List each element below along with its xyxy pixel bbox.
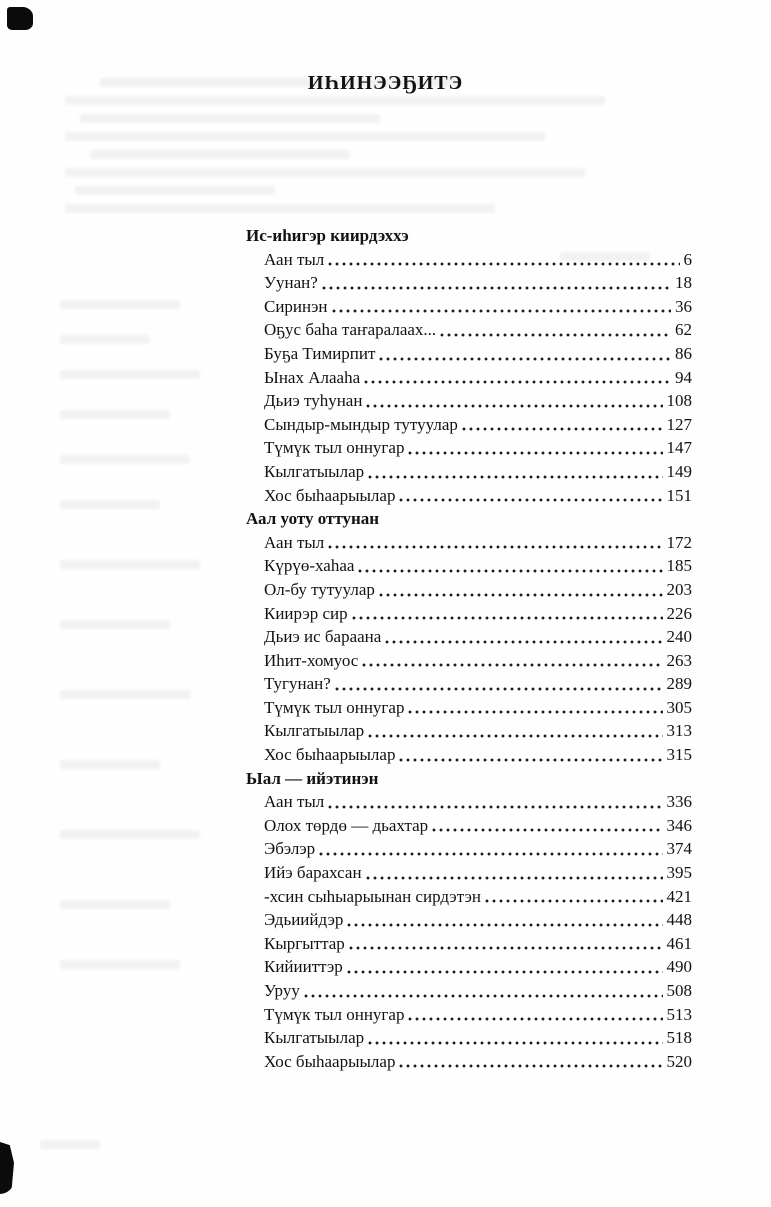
dot-leader	[462, 418, 663, 432]
bleed-through-artifact	[60, 560, 200, 569]
bleed-through-artifact	[65, 132, 545, 141]
toc-entry-page: 490	[666, 957, 692, 977]
toc-entry-label: Түмүк тыл оннугар	[264, 1004, 405, 1024]
bleed-through-artifact	[65, 204, 495, 213]
bleed-through-artifact	[40, 1140, 100, 1149]
toc-entry	[246, 743, 692, 767]
bleed-through-artifact	[60, 620, 170, 629]
dot-leader	[385, 631, 662, 645]
dot-leader	[322, 277, 671, 291]
dot-leader	[347, 914, 662, 928]
toc-list	[246, 224, 692, 1073]
toc-entry-label: Дьиэ туһунан	[264, 391, 363, 411]
toc-entry-page: 461	[666, 933, 692, 953]
toc-entry-page: 108	[666, 391, 692, 411]
toc-entry-page: 147	[666, 438, 692, 458]
toc-entry	[246, 248, 692, 272]
dot-leader	[366, 867, 663, 881]
toc-entry-label: Оҕус баһа таҥаралаах...	[264, 320, 437, 340]
toc-entry-page: 305	[666, 697, 692, 717]
toc-entry	[246, 271, 692, 295]
bleed-through-artifact	[60, 960, 180, 969]
dot-leader	[328, 253, 679, 267]
toc-entry-page: 518	[666, 1028, 692, 1048]
toc-entry	[246, 837, 692, 861]
dot-leader	[349, 937, 663, 951]
toc-entry-page: 508	[666, 981, 692, 1000]
bleed-through-artifact	[60, 370, 200, 379]
toc-entry-label: Кылгатыылар	[264, 1028, 365, 1048]
toc-entry-page: 127	[666, 414, 692, 434]
dot-leader	[408, 701, 662, 715]
toc-entry	[246, 649, 692, 673]
toc-entry-label: Ийэ барахсан	[264, 863, 362, 883]
scan-artifact-top-left	[7, 7, 33, 30]
dot-leader	[358, 560, 662, 574]
toc-entry-label: Киирэр сир	[264, 603, 348, 623]
toc-entry-label: Эбэлэр	[264, 839, 316, 859]
bleed-through-artifact	[60, 690, 190, 699]
toc-entry-page: 263	[666, 650, 692, 670]
toc-entry-label: Аан тыл	[264, 792, 325, 812]
dot-leader	[399, 749, 662, 763]
toc-entry-page: 395	[666, 863, 692, 883]
toc-entry	[246, 885, 692, 909]
toc-entry	[246, 1050, 692, 1074]
toc-entry	[246, 389, 692, 413]
toc-entry-page: 346	[666, 815, 692, 835]
toc-entry	[246, 1026, 692, 1050]
toc-entry-page: 62	[675, 320, 692, 340]
bleed-through-artifact	[60, 300, 180, 309]
dot-leader	[335, 678, 663, 692]
toc-entry-page: 374	[666, 839, 692, 859]
dot-leader	[368, 466, 662, 480]
dot-leader	[379, 584, 663, 598]
dot-leader	[408, 1008, 662, 1022]
toc-entry-page: 513	[666, 1004, 692, 1024]
toc-entry-label: Күрүө-хаһаа	[264, 556, 355, 576]
dot-leader	[366, 395, 662, 409]
toc-entry-label: Хос быһаарыылар	[264, 485, 396, 505]
dot-leader	[399, 1055, 662, 1069]
toc-entry-page: 520	[666, 1051, 692, 1071]
dot-leader	[432, 819, 662, 833]
toc-entry	[246, 861, 692, 885]
toc-entry	[246, 531, 692, 555]
toc-entry-page: 36	[675, 296, 692, 316]
toc-entry	[246, 719, 692, 743]
dot-leader	[485, 890, 663, 904]
toc-entry-label: Эдьиийдэр	[264, 910, 344, 930]
toc-entry-page: 172	[666, 532, 692, 552]
toc-entry-page: 18	[675, 273, 692, 293]
toc-entry-label: Сындыр-мындыр тутуулар	[264, 414, 458, 434]
toc-section-heading: Ис-иһигэр киирдэххэ	[246, 226, 409, 245]
toc-entry	[246, 413, 692, 437]
toc-entry-page: 94	[675, 367, 692, 387]
page-title: ИҺИНЭЭҔИТЭ	[307, 72, 464, 94]
toc-entry-label: Кыргыттар	[264, 933, 345, 953]
toc-entry-label: Ынах Алааһа	[264, 367, 361, 387]
toc-entry	[246, 955, 692, 979]
toc-entry-label: Аан тыл	[264, 249, 325, 269]
toc-entry	[246, 908, 692, 932]
toc-section-heading: Ыал — ийэтинэн	[246, 768, 379, 788]
toc-entry	[246, 484, 692, 508]
toc-entry-page: 289	[666, 674, 692, 694]
toc-entry	[246, 696, 692, 720]
toc-entry-label: Хос быһаарыылар	[264, 1051, 396, 1071]
toc-entry	[246, 790, 692, 814]
toc-section-heading: Аал уоту оттунан	[246, 509, 380, 529]
dot-leader	[408, 442, 662, 456]
toc-entry-label: Буҕа Тимирпит	[264, 343, 376, 363]
toc-entry-label: Дьиэ ис бараана	[264, 627, 382, 647]
toc-entry-label: Олох төрдө — дьахтар	[264, 815, 429, 835]
toc-entry-page: 315	[666, 745, 692, 765]
dot-leader	[362, 654, 662, 668]
dot-leader	[328, 536, 662, 550]
toc-entry-page: 86	[675, 343, 692, 363]
toc-entry	[246, 460, 692, 484]
toc-entry	[246, 979, 692, 1003]
toc-entry-label: Уруу	[264, 981, 300, 1000]
bleed-through-artifact	[60, 500, 160, 509]
scan-artifact-bottom-left	[0, 1142, 14, 1194]
toc-entry	[246, 318, 692, 342]
toc-entry-page: 240	[666, 627, 692, 647]
dot-leader	[399, 489, 662, 503]
dot-leader	[440, 324, 671, 338]
bleed-through-artifact	[60, 900, 170, 909]
toc-entry-label: Түмүк тыл оннугар	[264, 438, 405, 458]
toc-entry	[246, 625, 692, 649]
toc-entry-page: 226	[666, 603, 692, 623]
toc-entry-label: Сиринэн	[264, 296, 328, 316]
dot-leader	[379, 348, 671, 362]
toc-entry-label: Уунан?	[264, 273, 318, 293]
bleed-through-artifact	[60, 455, 190, 464]
toc-entry	[246, 578, 692, 602]
toc-entry	[246, 814, 692, 838]
toc-entry-label: Ол-бу тутуулар	[264, 579, 375, 599]
bleed-through-artifact	[65, 96, 605, 105]
toc-entry	[246, 366, 692, 390]
bleed-through-artifact	[90, 150, 350, 159]
bleed-through-artifact	[60, 760, 160, 769]
toc-entry-page: 6	[683, 249, 692, 269]
dot-leader	[352, 607, 663, 621]
toc-entry-label: -хсин сыһыарыынан сирдэтэн	[264, 886, 481, 906]
toc-entry-label: Кылгатыылар	[264, 461, 365, 481]
toc-entry-label: Хос быһаарыылар	[264, 745, 396, 765]
dot-leader	[304, 985, 663, 999]
toc-entry	[246, 342, 692, 366]
toc-entry-page: 149	[666, 461, 692, 481]
toc-entry	[246, 672, 692, 696]
toc-entry	[246, 554, 692, 578]
toc-entry-page: 313	[666, 721, 692, 741]
dot-leader	[328, 796, 662, 810]
bleed-through-artifact	[75, 186, 275, 195]
dot-leader	[368, 725, 662, 739]
bleed-through-artifact	[60, 410, 170, 419]
toc-entry	[246, 1003, 692, 1027]
toc-entry-label: Түмүк тыл оннугар	[264, 697, 405, 717]
toc-entry-page: 203	[666, 579, 692, 599]
bleed-through-artifact	[60, 335, 150, 344]
dot-leader	[347, 961, 663, 975]
bleed-through-artifact	[65, 168, 585, 177]
toc-entry-label: Кылгатыылар	[264, 721, 365, 741]
toc-entry	[246, 932, 692, 956]
toc-entry-page: 151	[666, 485, 692, 505]
toc-entry-label: Аан тыл	[264, 532, 325, 552]
toc-entry	[246, 436, 692, 460]
toc-entry-page: 185	[666, 556, 692, 576]
toc-entry-page: 448	[666, 910, 692, 930]
toc-entry	[246, 295, 692, 319]
toc-entry-label: Тугунан?	[264, 674, 331, 694]
bleed-through-artifact	[80, 114, 380, 123]
dot-leader	[364, 371, 671, 385]
toc-entry-label: Кийииттэр	[264, 957, 343, 977]
toc-entry-label: Иһит-хомуос	[264, 650, 359, 670]
toc-entry-page: 421	[666, 886, 692, 906]
dot-leader	[319, 843, 662, 857]
bleed-through-artifact	[60, 830, 200, 839]
dot-leader	[332, 300, 671, 314]
toc-entry	[246, 602, 692, 626]
dot-leader	[368, 1032, 662, 1046]
toc-entry-page: 336	[666, 792, 692, 812]
